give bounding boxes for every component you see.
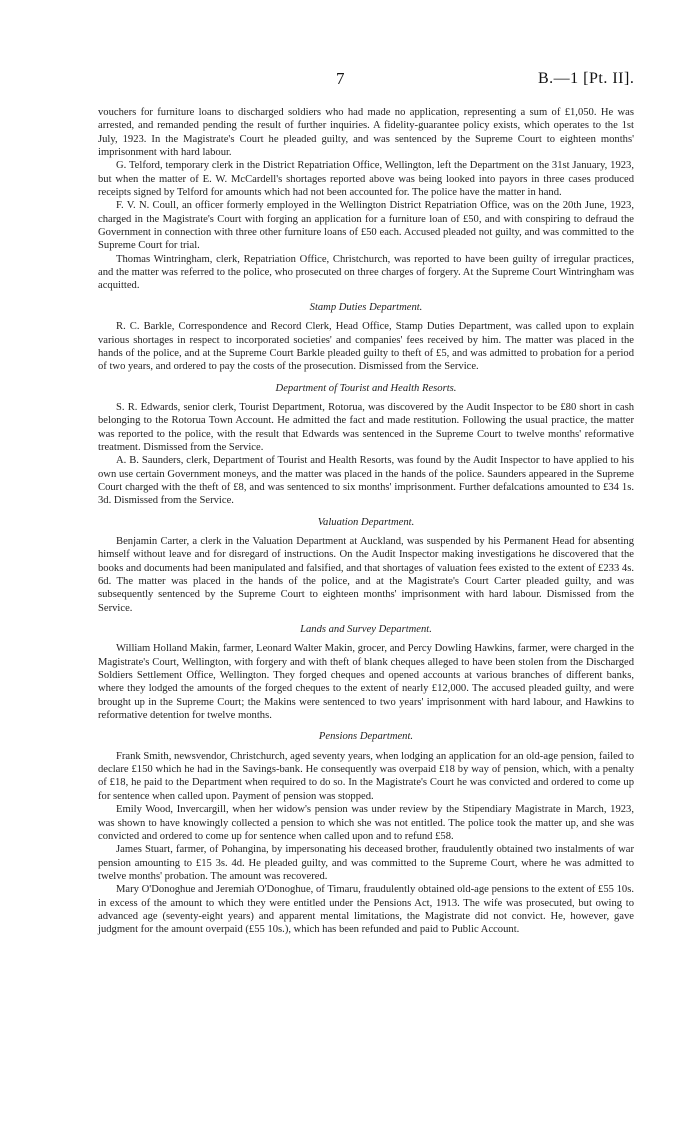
- section-heading: Lands and Survey Department.: [300, 624, 432, 636]
- document-body: [98, 106, 634, 937]
- paragraph: Thomas Wintringham, clerk, Repatriation Office, Christchurch, was reported to have been guilty of irregular practices, and the matter was referred to the police, who prosecuted on three charges of forgery. At the Supreme Court Wintringham was acquitted.: [98, 253, 634, 292]
- paragraph: William Holland Makin, farmer, Leonard Walter Makin, grocer, and Percy Dowling Hawkins, farmer, were charged in the Magistrate's Court, Wellington, with forgery and with theft of blank cheques alleged to have been stolen from the Discharged Soldiers Settlement Office, Wellington. They forged cheques and opened accounts at various branches of different banks, where they lodged the amounts of the forged cheques to the extent of nearly £12,000. The accused pleaded guilty, and were brought up in the Supreme Court; the Makins were sentenced to two years' imprisonment with hard labour, and Hawkins to reformative detention for twelve months.: [98, 643, 634, 722]
- page-number: 7: [336, 69, 345, 88]
- paragraph: S. R. Edwards, senior clerk, Tourist Department, Rotorua, was discovered by the Audit Inspector to be £80 short in cash belonging to the Rotorua Town Account. He admitted the fact and made restitution. Following the usual practice, the matter was reported to the police, with the result that Edwards was sentenced in the Supreme Court to twelve months' reformative treatment. Dismissed from the Service.: [98, 401, 634, 453]
- paragraph: R. C. Barkle, Correspondence and Record Clerk, Head Office, Stamp Duties Department, was called upon to explain various shortages in respect to incorporated societies' and companies' fees received by him. The matter was placed in the hands of the police, and at the Supreme Court Barkle pleaded guilty to theft of £5, and was admitted to probation for a period of two years, and ordered to pay the costs of the prosecution. Dismissed from the Service.: [98, 321, 634, 373]
- section-heading: Department of Tourist and Health Resorts.: [275, 382, 457, 394]
- paragraph: Emily Wood, Invercargill, when her widow's pension was under review by the Stipendiary Magistrate in March, 1923, was shown to have knowingly collected a pension to which she was not entitled. The police took the matter up, and she was convicted and ordered to come up for sentence when called upon and to refund £58.: [98, 804, 634, 842]
- paragraph: Mary O'Donoghue and Jeremiah O'Donoghue, of Timaru, fraudulently obtained old-age pensions to the extent of £55 10s. in excess of the amount to which they were entitled under the Pensions Act, 1913. The wife was prosecuted, but owing to advanced age (seventy-eight years) and apparent mental limitations, the Magistrate did not convict. He, however, gave judgment for the amount overpaid (£55 10s.), which has been refunded and paid to Public Account.: [98, 884, 634, 936]
- paragraph: A. B. Saunders, clerk, Department of Tourist and Health Resorts, was found by the Audit Inspector to have applied to his own use certain Government moneys, and the matter was placed in the hands of the police. Saunders appeared in the Supreme Court charged with the theft of £8, and was sentenced to six months' imprisonment. Further defalcations amounted to £34 1s. 3d. Dismissed from the Service.: [98, 455, 634, 507]
- paragraph: Benjamin Carter, a clerk in the Valuation Department at Auckland, was suspended by his Permanent Head for absenting himself without leave and for disregard of instructions. On the Audit Inspector making investigations he discovered that the books and documents had been manipulated and falsified, and that shortages of valuation fees existed to the extent of £233 4s. 6d. The matter was placed in the hands of the police, and at the Magistrate's Court Carter pleaded guilty, and was subsequently sentenced by the Supreme Court to eighteen months' imprisonment with hard labour. Dismissed from the Service.: [98, 535, 634, 614]
- section-heading: Valuation Department.: [317, 516, 415, 528]
- section-heading: Pensions Department.: [318, 731, 414, 743]
- paragraph: G. Telford, temporary clerk in the District Repatriation Office, Wellington, left the Department on the 31st January, 1923, but when the matter of E. W. McCardell's shortages reported above was being looked into payors in three cases produced receipts signed by Telford for amounts which had not been accounted for. The police have the matter in hand.: [98, 160, 634, 199]
- paragraph: James Stuart, farmer, of Pohangina, by impersonating his deceased brother, fraudulently obtained two instalments of war pension amounting to £15 3s. 4d. He pleaded guilty, and was committed to the Supreme Court, where he was admitted to twelve months' probation. The amount was recovered.: [98, 844, 634, 882]
- paragraph: vouchers for furniture loans to discharged soldiers who had made no application, representing a sum of £1,050. He was arrested, and remanded pending the result of further inquiries. A fidelity-guarantee policy exists, which operates to the 1st July, 1923. In the Magistrate's Court he pleaded guilty, and was sentenced by the Supreme Court to eighteen months' imprisonment with hard labour.: [98, 107, 634, 159]
- document-reference: B.—1 [Pt. II].: [538, 70, 635, 87]
- section-heading: Stamp Duties Department.: [309, 301, 423, 313]
- paragraph: Frank Smith, newsvendor, Christchurch, aged seventy years, when lodging an application for an old-age pension, failed to declare £150 which he had in the Savings-bank. He consequently was overpaid £18 by way of pension, which, with a penalty of £18, he paid to the Department when required to do so. In the Magistrate's Court he was convicted and ordered to come up for sentence when called upon. Payment of pension was stopped.: [98, 750, 634, 802]
- paragraph: F. V. N. Coull, an officer formerly employed in the Wellington District Repatriation Office, was on the 20th June, 1923, charged in the Magistrate's Court with forging an application for a furniture loan of £50, and with conspiring to defraud the Government in connection with three other furniture loans of £50 each. Accused pleaded not guilty, and was committed to the Supreme Court for trial.: [98, 200, 634, 252]
